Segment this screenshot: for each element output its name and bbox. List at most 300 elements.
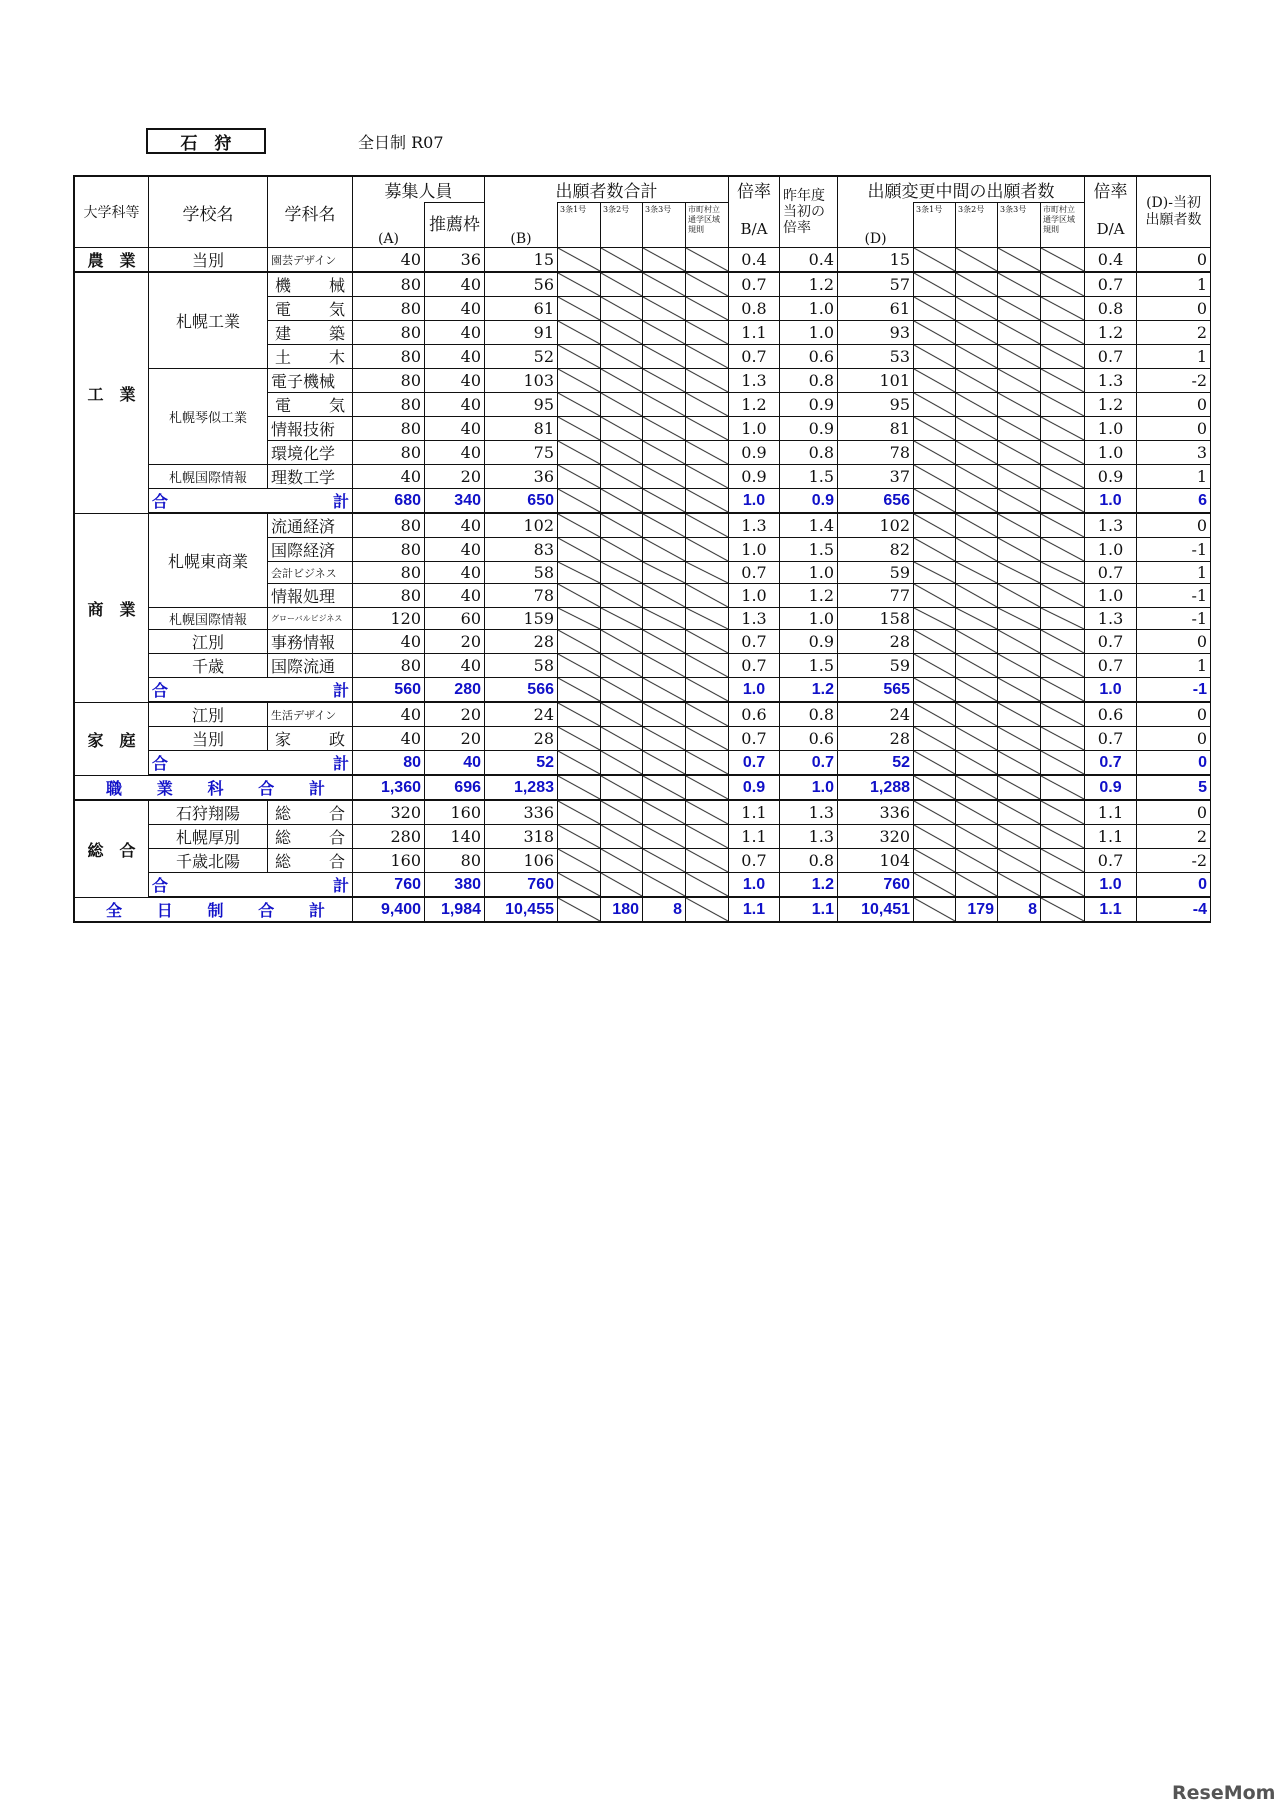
interim-sub <box>956 849 998 873</box>
header-interim-art1: 3条1号 <box>914 202 956 248</box>
interim-sub <box>1041 369 1085 393</box>
interim-sub <box>1041 321 1085 345</box>
spread-text: 合計 <box>152 494 349 511</box>
ratio-ba: 1.0 <box>729 873 780 898</box>
ratio-ba: 1.0 <box>729 489 780 514</box>
applicants-sub <box>643 654 686 678</box>
header-dept: 学科名 <box>268 177 353 248</box>
prev-ratio: 1.5 <box>780 538 838 562</box>
applicants-sub <box>686 654 729 678</box>
interim-sub <box>1041 776 1085 801</box>
interim-sub <box>956 608 998 630</box>
recruit-a: 80 <box>353 654 425 678</box>
ratio-ba: 1.3 <box>729 608 780 630</box>
ratio-ba: 0.8 <box>729 297 780 321</box>
ratio-ba: 0.7 <box>729 630 780 654</box>
dept-name <box>268 393 353 417</box>
dept-name: 事務情報 <box>268 630 353 654</box>
interim-sub <box>914 608 956 630</box>
ratio-da: 1.0 <box>1085 489 1137 514</box>
applicants-sub <box>601 321 643 345</box>
interim-sub <box>998 630 1041 654</box>
interim-d: 104 <box>838 849 914 873</box>
school-name: 札幌厚別 <box>149 825 268 849</box>
table-row <box>75 630 1211 654</box>
spread-text: 合計 <box>152 756 349 773</box>
applicants-b: 28 <box>485 630 558 654</box>
ratio-da: 1.0 <box>1085 538 1137 562</box>
interim-sub <box>914 776 956 801</box>
applicants-b: 95 <box>485 393 558 417</box>
interim-sub <box>1041 514 1085 538</box>
prev-ratio: 0.6 <box>780 727 838 751</box>
applicants-sub <box>643 727 686 751</box>
applicants-sub <box>643 538 686 562</box>
dept-name <box>268 727 353 751</box>
applicants-sub <box>686 465 729 489</box>
diff: 0 <box>1137 417 1211 441</box>
interim-sub <box>1041 465 1085 489</box>
recommend: 40 <box>425 297 485 321</box>
school-name: 札幌国際情報 <box>149 465 268 489</box>
diff: 0 <box>1137 703 1211 727</box>
ratio-da: 0.8 <box>1085 297 1137 321</box>
diff: 1 <box>1137 654 1211 678</box>
recruit-a: 40 <box>353 630 425 654</box>
interim-sub <box>914 562 956 584</box>
applicants-sub <box>558 703 601 727</box>
recruit-a: 80 <box>353 393 425 417</box>
applicants-sub <box>558 321 601 345</box>
prev-ratio: 1.2 <box>780 273 838 297</box>
interim-sub <box>914 441 956 465</box>
recruit-a: 80 <box>353 514 425 538</box>
applicants-sub <box>643 751 686 776</box>
applicants-sub <box>686 248 729 273</box>
spread-text: 総合 <box>275 852 345 871</box>
ratio-ba: 0.9 <box>729 776 780 801</box>
applicants-sub <box>601 849 643 873</box>
dept-name <box>268 825 353 849</box>
summary-row <box>75 776 1211 801</box>
applicants-sub <box>686 751 729 776</box>
interim-sub <box>956 441 998 465</box>
prev-ratio: 1.0 <box>780 608 838 630</box>
subtotal-label <box>149 873 353 898</box>
interim-sub <box>956 465 998 489</box>
applicants-sub <box>558 441 601 465</box>
diff: 5 <box>1137 776 1211 801</box>
interim-sub <box>1041 562 1085 584</box>
interim-sub <box>1041 825 1085 849</box>
recommend: 40 <box>425 654 485 678</box>
subtitle: 全日制 R07 <box>358 133 444 152</box>
school-name: 石狩翔陽 <box>149 801 268 825</box>
interim-sub <box>914 297 956 321</box>
applicants-b: 760 <box>485 873 558 898</box>
dept-name <box>268 321 353 345</box>
recommend: 20 <box>425 630 485 654</box>
subtotal-label <box>149 751 353 776</box>
interim-sub <box>956 514 998 538</box>
interim-sub <box>914 849 956 873</box>
interim-sub <box>914 703 956 727</box>
ratio-da: 0.4 <box>1085 248 1137 273</box>
recommend: 40 <box>425 273 485 297</box>
applicants-sub <box>601 751 643 776</box>
interim-sub <box>998 776 1041 801</box>
interim-d: 565 <box>838 678 914 703</box>
diff: -4 <box>1137 898 1211 923</box>
header-recruit-a: (A) <box>353 202 425 248</box>
ratio-ba: 0.7 <box>729 273 780 297</box>
ratio-da: 0.9 <box>1085 776 1137 801</box>
category-cell: 家 庭 <box>75 703 149 776</box>
applicants-b: 78 <box>485 584 558 608</box>
header-interim: 出願変更中間の出願者数 <box>838 177 1085 202</box>
prev-ratio: 0.8 <box>780 849 838 873</box>
dept-name: グローバルビジネス <box>268 608 353 630</box>
interim-d: 37 <box>838 465 914 489</box>
recruit-a: 80 <box>353 369 425 393</box>
interim-sub <box>998 584 1041 608</box>
diff: 1 <box>1137 273 1211 297</box>
applicants-sub <box>601 873 643 898</box>
interim-sub <box>956 873 998 898</box>
applicants-sub <box>643 873 686 898</box>
applicants-sub <box>686 441 729 465</box>
applicants-sub <box>601 489 643 514</box>
interim-sub <box>956 630 998 654</box>
interim-sub <box>998 321 1041 345</box>
interim-sub <box>1041 703 1085 727</box>
ratio-ba-title: 倍率 <box>737 182 772 202</box>
applicants-sub <box>643 321 686 345</box>
prev-ratio: 0.7 <box>780 751 838 776</box>
prev-ratio: 0.8 <box>780 369 838 393</box>
ratio-da: 0.9 <box>1085 465 1137 489</box>
ratio-da: 1.2 <box>1085 393 1137 417</box>
recommend: 40 <box>425 441 485 465</box>
applicants-sub <box>558 825 601 849</box>
interim-sub <box>956 297 998 321</box>
diff: -1 <box>1137 538 1211 562</box>
recruit-a: 80 <box>353 345 425 369</box>
interim-sub <box>956 801 998 825</box>
school-name: 千歳北陽 <box>149 849 268 873</box>
table-row <box>75 849 1211 873</box>
prev-ratio: 1.1 <box>780 898 838 923</box>
application-table <box>73 175 1211 923</box>
ratio-ba: 1.0 <box>729 584 780 608</box>
spread-text: 家政 <box>275 730 345 749</box>
interim-sub <box>1041 654 1085 678</box>
recommend: 40 <box>425 751 485 776</box>
applicants-sub <box>558 393 601 417</box>
diff: -1 <box>1137 584 1211 608</box>
interim-sub <box>1041 248 1085 273</box>
applicants-b: 10,455 <box>485 898 558 923</box>
diff: 0 <box>1137 297 1211 321</box>
school-name: 当別 <box>149 727 268 751</box>
applicants-sub: 8 <box>643 898 686 923</box>
applicants-sub <box>558 776 601 801</box>
diff: 2 <box>1137 825 1211 849</box>
spread-text: 電気 <box>275 396 345 415</box>
diff: 1 <box>1137 562 1211 584</box>
applicants-sub <box>558 489 601 514</box>
header-interim-art3: 3条3号 <box>998 202 1041 248</box>
recruit-a: 120 <box>353 608 425 630</box>
prev-ratio: 1.5 <box>780 465 838 489</box>
interim-d: 28 <box>838 630 914 654</box>
applicants-sub <box>601 465 643 489</box>
prev-ratio: 1.2 <box>780 873 838 898</box>
applicants-sub <box>558 514 601 538</box>
interim-sub <box>914 248 956 273</box>
interim-sub <box>956 345 998 369</box>
dept-name <box>268 297 353 321</box>
applicants-sub <box>601 801 643 825</box>
recruit-a: 760 <box>353 873 425 898</box>
header-art2: 3条2号 <box>601 202 643 248</box>
interim-sub <box>914 393 956 417</box>
applicants-b: 91 <box>485 321 558 345</box>
recruit-a: 80 <box>353 417 425 441</box>
applicants-sub <box>643 630 686 654</box>
interim-sub <box>1041 417 1085 441</box>
dept-name: 国際経済 <box>268 538 353 562</box>
recommend: 40 <box>425 417 485 441</box>
applicants-b: 81 <box>485 417 558 441</box>
applicants-sub <box>686 727 729 751</box>
recruit-a: 40 <box>353 248 425 273</box>
recruit-a: 9,400 <box>353 898 425 923</box>
interim-sub <box>998 369 1041 393</box>
applicants-sub <box>601 417 643 441</box>
interim-sub <box>998 489 1041 514</box>
interim-sub <box>998 751 1041 776</box>
prev-ratio: 1.0 <box>780 297 838 321</box>
dept-name: 情報処理 <box>268 584 353 608</box>
applicants-sub <box>601 345 643 369</box>
interim-sub <box>998 678 1041 703</box>
table-row <box>75 514 1211 538</box>
table-row <box>75 727 1211 751</box>
dept-name: 会計ビジネス <box>268 562 353 584</box>
ratio-ba: 0.7 <box>729 562 780 584</box>
diff: 0 <box>1137 630 1211 654</box>
diff: 0 <box>1137 248 1211 273</box>
ratio-ba: 1.2 <box>729 393 780 417</box>
applicants-sub <box>643 248 686 273</box>
diff: 2 <box>1137 321 1211 345</box>
diff: 6 <box>1137 489 1211 514</box>
applicants-sub <box>686 562 729 584</box>
diff: -2 <box>1137 369 1211 393</box>
ratio-ba: 0.4 <box>729 248 780 273</box>
applicants-sub <box>601 703 643 727</box>
ratio-ba: 0.7 <box>729 727 780 751</box>
applicants-sub <box>601 273 643 297</box>
interim-sub <box>998 297 1041 321</box>
summary-label <box>75 776 353 801</box>
diff: 0 <box>1137 514 1211 538</box>
ratio-da: 0.7 <box>1085 727 1137 751</box>
interim-sub <box>998 393 1041 417</box>
interim-sub <box>914 898 956 923</box>
prev-ratio: 1.5 <box>780 654 838 678</box>
recommend: 40 <box>425 538 485 562</box>
diff: -1 <box>1137 608 1211 630</box>
recommend: 40 <box>425 514 485 538</box>
interim-sub <box>998 727 1041 751</box>
diff: 0 <box>1137 727 1211 751</box>
ratio-ba: 1.1 <box>729 898 780 923</box>
category-cell: 工 業 <box>75 273 149 514</box>
dept-name: 園芸デザイン <box>268 248 353 273</box>
applicants-sub <box>643 562 686 584</box>
summary-label <box>75 898 353 923</box>
ratio-da: 1.0 <box>1085 678 1137 703</box>
interim-sub <box>998 562 1041 584</box>
applicants-sub <box>686 584 729 608</box>
applicants-sub <box>601 562 643 584</box>
applicants-sub <box>686 608 729 630</box>
applicants-sub <box>686 630 729 654</box>
ratio-da: 0.7 <box>1085 273 1137 297</box>
interim-sub <box>914 654 956 678</box>
applicants-sub <box>643 849 686 873</box>
applicants-b: 106 <box>485 849 558 873</box>
ratio-ba: 1.0 <box>729 417 780 441</box>
spread-text: 合計 <box>152 878 349 895</box>
applicants-sub <box>643 465 686 489</box>
interim-sub <box>998 465 1041 489</box>
interim-sub <box>914 369 956 393</box>
applicants-sub <box>601 538 643 562</box>
recommend: 60 <box>425 608 485 630</box>
applicants-sub <box>601 678 643 703</box>
header-recommend: 推薦枠 <box>425 202 485 248</box>
spread-text: 合計 <box>152 683 349 700</box>
interim-d: 59 <box>838 654 914 678</box>
applicants-sub <box>643 441 686 465</box>
table-row <box>75 825 1211 849</box>
applicants-sub <box>643 417 686 441</box>
header-applicants-b: (B) <box>485 202 558 248</box>
applicants-sub <box>558 465 601 489</box>
applicants-sub <box>601 608 643 630</box>
prev-ratio: 1.3 <box>780 825 838 849</box>
school-name: 札幌国際情報 <box>149 608 268 630</box>
interim-sub <box>1041 727 1085 751</box>
ratio-ba: 0.7 <box>729 849 780 873</box>
table-row <box>75 654 1211 678</box>
interim-sub <box>1041 873 1085 898</box>
interim-d: 52 <box>838 751 914 776</box>
ratio-ba: 1.1 <box>729 321 780 345</box>
ratio-da: 1.1 <box>1085 898 1137 923</box>
ratio-ba: 0.7 <box>729 654 780 678</box>
spread-text: 電気 <box>275 300 345 319</box>
prev-ratio: 1.3 <box>780 801 838 825</box>
interim-sub <box>998 417 1041 441</box>
interim-d: 320 <box>838 825 914 849</box>
applicants-sub <box>686 489 729 514</box>
applicants-sub <box>558 584 601 608</box>
applicants-b: 52 <box>485 751 558 776</box>
recruit-a: 80 <box>353 562 425 584</box>
recommend: 696 <box>425 776 485 801</box>
applicants-b: 1,283 <box>485 776 558 801</box>
ratio-ba: 0.6 <box>729 703 780 727</box>
applicants-sub <box>686 297 729 321</box>
applicants-sub <box>643 584 686 608</box>
ratio-da: 0.7 <box>1085 630 1137 654</box>
school-name: 当別 <box>149 248 268 273</box>
recommend: 280 <box>425 678 485 703</box>
applicants-b: 36 <box>485 465 558 489</box>
ratio-da: 1.0 <box>1085 441 1137 465</box>
prev-ratio: 1.0 <box>780 776 838 801</box>
interim-sub <box>1041 898 1085 923</box>
interim-sub <box>914 751 956 776</box>
interim-sub <box>956 369 998 393</box>
ratio-da: 0.7 <box>1085 562 1137 584</box>
prev-ratio: 0.9 <box>780 393 838 417</box>
applicants-sub <box>643 608 686 630</box>
applicants-sub <box>643 345 686 369</box>
interim-d: 59 <box>838 562 914 584</box>
interim-sub <box>914 345 956 369</box>
interim-sub <box>998 538 1041 562</box>
header-diff: (D)-当初出願者数 <box>1137 177 1211 248</box>
interim-d: 15 <box>838 248 914 273</box>
recruit-a: 40 <box>353 465 425 489</box>
recruit-a: 280 <box>353 825 425 849</box>
recommend: 36 <box>425 248 485 273</box>
prev-ratio: 1.0 <box>780 562 838 584</box>
applicants-sub <box>558 538 601 562</box>
interim-sub <box>1041 273 1085 297</box>
subtotal-row <box>75 873 1211 898</box>
prev-ratio: 0.8 <box>780 441 838 465</box>
dept-name <box>268 801 353 825</box>
ratio-ba: 1.3 <box>729 369 780 393</box>
interim-d: 82 <box>838 538 914 562</box>
applicants-b: 159 <box>485 608 558 630</box>
interim-sub <box>914 584 956 608</box>
applicants-b: 336 <box>485 801 558 825</box>
interim-sub <box>998 514 1041 538</box>
table-row <box>75 465 1211 489</box>
interim-sub <box>914 321 956 345</box>
applicants-sub <box>558 801 601 825</box>
interim-sub <box>914 489 956 514</box>
spread-text: 建築 <box>275 324 345 343</box>
subtotal-row <box>75 678 1211 703</box>
recommend: 40 <box>425 369 485 393</box>
header-interim-municipal: 市町村立通学区域規則 <box>1041 202 1085 248</box>
header-interim-art2: 3条2号 <box>956 202 998 248</box>
interim-d: 1,288 <box>838 776 914 801</box>
interim-d: 57 <box>838 273 914 297</box>
applicants-sub <box>643 514 686 538</box>
table-row <box>75 608 1211 630</box>
table-row <box>75 703 1211 727</box>
applicants-sub <box>686 825 729 849</box>
